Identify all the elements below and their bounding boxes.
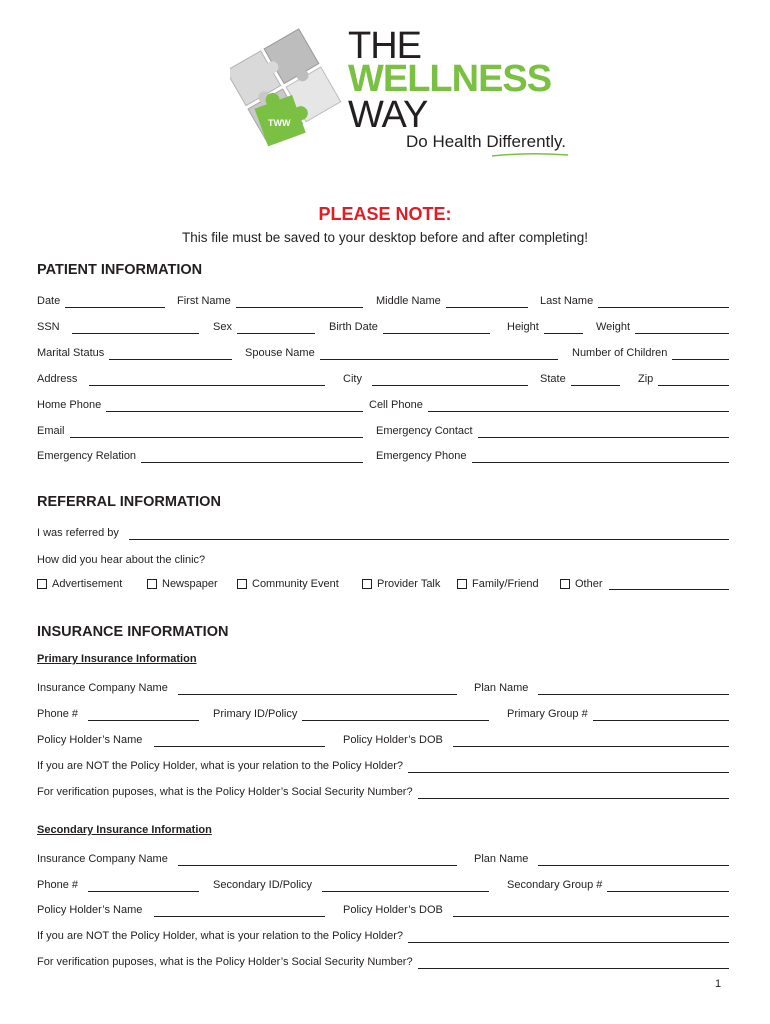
- primary-phone-label: Phone #: [37, 708, 78, 720]
- secondary-id-field[interactable]: [213, 876, 489, 892]
- primary-holder-dob-line[interactable]: [453, 735, 729, 747]
- home-phone-line[interactable]: [106, 400, 363, 412]
- how-heard-label: How did you hear about the clinic?: [37, 554, 206, 566]
- email-field[interactable]: [37, 422, 363, 438]
- secondary-insurance-heading: Secondary Insurance Information: [37, 824, 212, 836]
- weight-line[interactable]: [635, 322, 729, 334]
- insurance-info-heading: INSURANCE INFORMATION: [37, 624, 229, 640]
- logo-tagline: Do Health Differently.: [406, 132, 566, 151]
- middle-name-field[interactable]: [376, 292, 528, 308]
- secondary-relation-line[interactable]: [408, 931, 729, 943]
- primary-relation-line[interactable]: [408, 761, 729, 773]
- puzzle-logo-mark: TWW: [268, 118, 291, 128]
- option-newspaper[interactable]: [147, 576, 218, 592]
- primary-id-field[interactable]: [213, 705, 489, 721]
- patient-row-address: [37, 370, 729, 386]
- height-label: Height: [507, 321, 539, 333]
- ssn-field[interactable]: [37, 318, 199, 334]
- secondary-row-phone: [37, 876, 729, 892]
- patient-row-marital: [37, 344, 729, 360]
- emergency-contact-line[interactable]: [478, 426, 729, 438]
- option-advertisement-label: Advertisement: [52, 578, 123, 590]
- primary-row-relation: [37, 757, 729, 773]
- sex-field[interactable]: [213, 318, 315, 334]
- primary-company-field[interactable]: [37, 679, 457, 695]
- children-line[interactable]: [672, 348, 729, 360]
- sex-line[interactable]: [237, 322, 315, 334]
- page-number: 1: [715, 978, 722, 990]
- city-label: City: [343, 373, 362, 385]
- checkbox-other[interactable]: [560, 579, 570, 589]
- weight-label: Weight: [596, 321, 631, 333]
- primary-plan-line[interactable]: [538, 683, 729, 695]
- primary-id-line[interactable]: [302, 709, 489, 721]
- secondary-holder-dob-line[interactable]: [453, 905, 729, 917]
- first-name-label: First Name: [177, 295, 231, 307]
- children-field[interactable]: [572, 344, 729, 360]
- checkbox-family-friend[interactable]: [457, 579, 467, 589]
- primary-holder-dob-field[interactable]: [343, 731, 729, 747]
- height-field[interactable]: [507, 318, 583, 334]
- primary-ssn-line[interactable]: [418, 787, 729, 799]
- home-phone-field[interactable]: [37, 396, 363, 412]
- spouse-name-line[interactable]: [320, 348, 558, 360]
- emergency-phone-field[interactable]: [376, 447, 729, 463]
- cell-phone-label: Cell Phone: [369, 399, 423, 411]
- primary-holder-name-line[interactable]: [154, 735, 325, 747]
- weight-field[interactable]: [596, 318, 729, 334]
- option-community-event-label: Community Event: [252, 578, 339, 590]
- emergency-contact-field[interactable]: [376, 422, 729, 438]
- referral-row-referred: [37, 524, 729, 540]
- notice-title: PLEASE NOTE:: [318, 204, 452, 224]
- children-label: Number of Children: [572, 347, 668, 359]
- emergency-relation-field[interactable]: [37, 447, 363, 463]
- referred-by-line[interactable]: [129, 528, 729, 540]
- secondary-id-label: Secondary ID/Policy: [213, 879, 313, 891]
- primary-ssn-label: For verification puposes, what is the Policy Holder’s Social Security Number?: [37, 786, 413, 798]
- option-other[interactable]: [560, 576, 729, 592]
- referral-options: [37, 576, 729, 592]
- date-line[interactable]: [65, 296, 165, 308]
- referral-info-heading: REFERRAL INFORMATION: [37, 494, 221, 510]
- primary-holder-name-field[interactable]: [37, 731, 325, 747]
- patient-row-email: [37, 422, 729, 438]
- height-line[interactable]: [544, 322, 583, 334]
- option-advertisement[interactable]: [37, 576, 122, 592]
- notice-subtitle: This file must be saved to your desktop before and after completing!: [182, 230, 588, 245]
- option-family-friend-label: Family/Friend: [472, 578, 539, 590]
- city-line[interactable]: [372, 374, 528, 386]
- logo-line-the: THE: [348, 25, 421, 67]
- first-name-line[interactable]: [236, 296, 363, 308]
- primary-insurance-heading: Primary Insurance Information: [37, 653, 197, 665]
- address-field[interactable]: [37, 370, 325, 386]
- option-family-friend[interactable]: [457, 576, 539, 592]
- checkbox-community-event[interactable]: [237, 579, 247, 589]
- primary-row-ssn: [37, 783, 729, 799]
- spouse-name-field[interactable]: [245, 344, 558, 360]
- primary-ssn-field[interactable]: [37, 783, 729, 799]
- state-field[interactable]: [540, 370, 620, 386]
- secondary-phone-line[interactable]: [88, 880, 199, 892]
- secondary-phone-field[interactable]: [37, 876, 199, 892]
- option-newspaper-label: Newspaper: [162, 578, 218, 590]
- secondary-group-line[interactable]: [607, 880, 729, 892]
- patient-info-heading: PATIENT INFORMATION: [37, 262, 203, 278]
- emergency-phone-line[interactable]: [472, 451, 730, 463]
- middle-name-label: Middle Name: [376, 295, 441, 307]
- secondary-plan-line[interactable]: [538, 854, 729, 866]
- secondary-ssn-field[interactable]: [37, 953, 729, 969]
- sex-label: Sex: [213, 321, 232, 333]
- ssn-line[interactable]: [72, 322, 199, 334]
- secondary-phone-label: Phone #: [37, 879, 78, 891]
- date-field[interactable]: [37, 292, 165, 308]
- zip-line[interactable]: [658, 374, 729, 386]
- secondary-row-relation: [37, 927, 729, 943]
- secondary-ssn-line[interactable]: [418, 957, 729, 969]
- puzzle-logo-icon: [230, 20, 348, 160]
- referred-by-field[interactable]: [37, 524, 729, 540]
- address-label: Address: [37, 373, 78, 385]
- address-line[interactable]: [89, 374, 325, 386]
- secondary-group-field[interactable]: [507, 876, 729, 892]
- marital-status-line[interactable]: [109, 348, 232, 360]
- email-label: Email: [37, 425, 65, 437]
- primary-row-phone: [37, 705, 729, 721]
- zip-label: Zip: [638, 373, 654, 385]
- last-name-field[interactable]: [540, 292, 729, 308]
- primary-company-label: Insurance Company Name: [37, 682, 168, 694]
- primary-plan-label: Plan Name: [474, 682, 529, 694]
- primary-company-line[interactable]: [178, 683, 457, 695]
- birth-date-line[interactable]: [383, 322, 490, 334]
- primary-phone-field[interactable]: [37, 705, 199, 721]
- cell-phone-field[interactable]: [369, 396, 729, 412]
- referral-row-question: [37, 550, 729, 566]
- logo-line-way: WAY: [348, 94, 428, 136]
- wellness-way-logo: [230, 20, 580, 165]
- secondary-row-ssn: [37, 953, 729, 969]
- option-other-label: Other: [575, 578, 603, 590]
- emergency-relation-label: Emergency Relation: [37, 450, 137, 462]
- other-line[interactable]: [609, 578, 729, 590]
- option-provider-talk-label: Provider Talk: [377, 578, 441, 590]
- secondary-row-holder: [37, 901, 729, 917]
- checkbox-provider-talk[interactable]: [362, 579, 372, 589]
- option-community-event[interactable]: [237, 576, 339, 592]
- referred-by-label: I was referred by: [37, 527, 119, 539]
- secondary-holder-name-label: Policy Holder’s Name: [37, 904, 143, 916]
- primary-relation-field[interactable]: [37, 757, 729, 773]
- secondary-holder-name-field[interactable]: [37, 901, 325, 917]
- spouse-name-label: Spouse Name: [245, 347, 315, 359]
- last-name-label: Last Name: [540, 295, 594, 307]
- option-provider-talk[interactable]: [362, 576, 440, 592]
- primary-holder-name-label: Policy Holder’s Name: [37, 734, 143, 746]
- primary-group-field[interactable]: [507, 705, 729, 721]
- patient-row-emergency: [37, 447, 729, 463]
- primary-relation-label: If you are NOT the Policy Holder, what is your relation to the Policy Holder?: [37, 760, 404, 772]
- state-line[interactable]: [571, 374, 620, 386]
- primary-id-label: Primary ID/Policy: [213, 708, 298, 720]
- checkbox-advertisement[interactable]: [37, 579, 47, 589]
- secondary-plan-label: Plan Name: [474, 853, 529, 865]
- primary-row-company: [37, 679, 729, 695]
- primary-group-line[interactable]: [593, 709, 729, 721]
- patient-row-ssn: [37, 318, 729, 334]
- patient-row-names: [37, 292, 729, 308]
- secondary-plan-field[interactable]: [474, 850, 729, 866]
- secondary-row-company: [37, 850, 729, 866]
- home-phone-label: Home Phone: [37, 399, 102, 411]
- patient-row-phone: [37, 396, 729, 412]
- emergency-relation-line[interactable]: [141, 451, 363, 463]
- secondary-ssn-label: For verification puposes, what is the Policy Holder’s Social Security Number?: [37, 956, 413, 968]
- secondary-group-label: Secondary Group #: [507, 879, 603, 891]
- primary-phone-line[interactable]: [88, 709, 199, 721]
- primary-group-label: Primary Group #: [507, 708, 588, 720]
- middle-name-line[interactable]: [446, 296, 528, 308]
- primary-holder-dob-label: Policy Holder’s DOB: [343, 734, 443, 746]
- secondary-relation-label: If you are NOT the Policy Holder, what is your relation to the Policy Holder?: [37, 930, 404, 942]
- secondary-holder-dob-field[interactable]: [343, 901, 729, 917]
- cell-phone-line[interactable]: [428, 400, 729, 412]
- secondary-id-line[interactable]: [322, 880, 489, 892]
- state-label: State: [540, 373, 566, 385]
- email-line[interactable]: [70, 426, 363, 438]
- zip-field[interactable]: [638, 370, 729, 386]
- checkbox-newspaper[interactable]: [147, 579, 157, 589]
- emergency-contact-label: Emergency Contact: [376, 425, 473, 437]
- emergency-phone-label: Emergency Phone: [376, 450, 467, 462]
- marital-status-label: Marital Status: [37, 347, 105, 359]
- ssn-label: SSN: [37, 321, 60, 333]
- marital-status-field[interactable]: [37, 344, 232, 360]
- secondary-company-field[interactable]: [37, 850, 457, 866]
- last-name-line[interactable]: [598, 296, 729, 308]
- secondary-company-line[interactable]: [178, 854, 457, 866]
- secondary-holder-name-line[interactable]: [154, 905, 325, 917]
- tagline-swoosh-icon: [490, 152, 570, 158]
- date-label: Date: [37, 295, 61, 307]
- secondary-holder-dob-label: Policy Holder’s DOB: [343, 904, 443, 916]
- first-name-field[interactable]: [177, 292, 363, 308]
- secondary-company-label: Insurance Company Name: [37, 853, 168, 865]
- primary-plan-field[interactable]: [474, 679, 729, 695]
- birth-date-label: Birth Date: [329, 321, 378, 333]
- secondary-relation-field[interactable]: [37, 927, 729, 943]
- primary-row-holder: [37, 731, 729, 747]
- birth-date-field[interactable]: [329, 318, 490, 334]
- city-field[interactable]: [343, 370, 528, 386]
- logo-line-wellness: WELLNESS: [348, 58, 552, 100]
